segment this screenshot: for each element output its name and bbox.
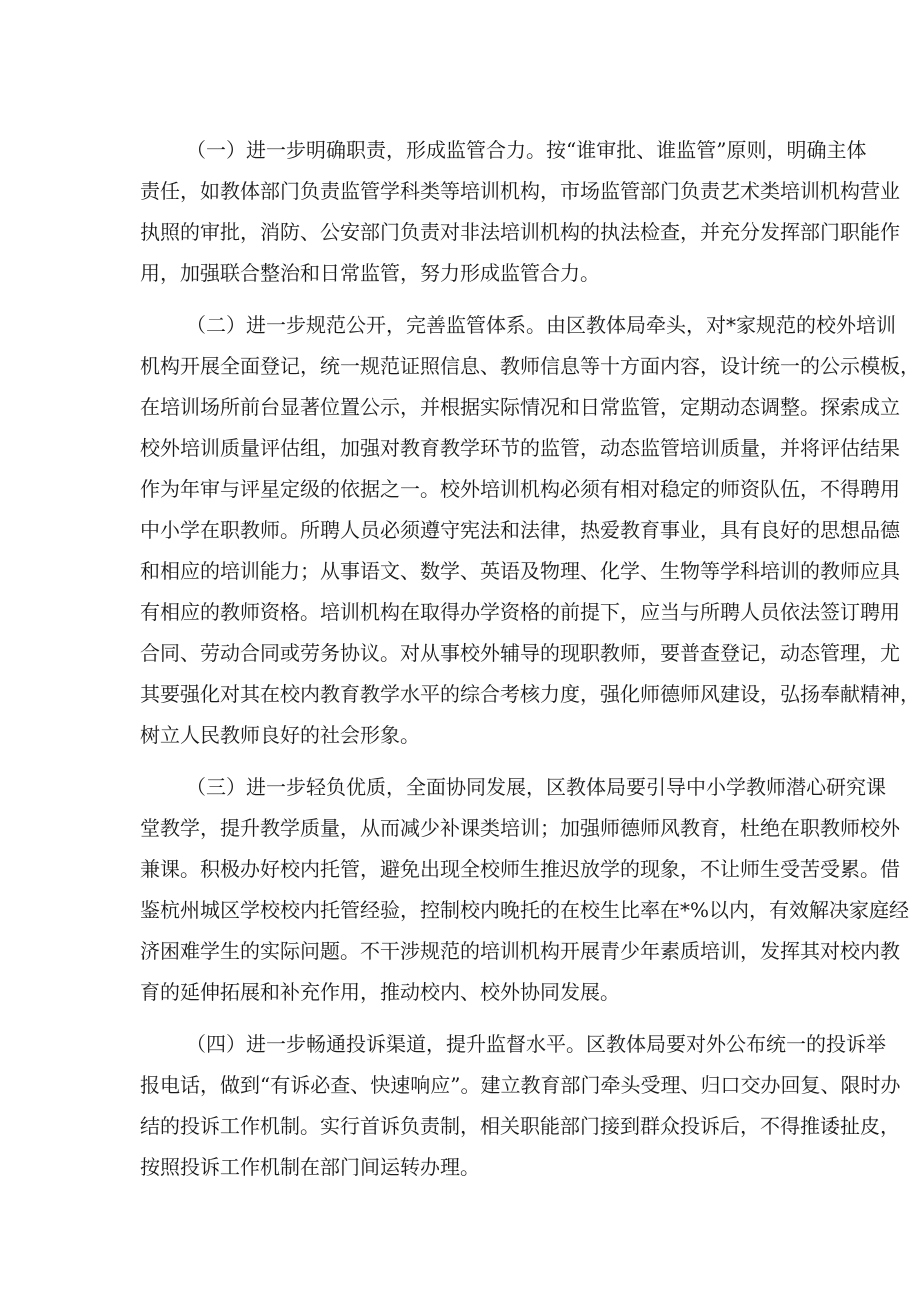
paragraph-line: 有相应的教师资格。培训机构在取得办学资格的前提下，应当与所聘人员依法签订聘用 xyxy=(140,600,900,624)
paragraph-line: 用，加强联合整治和日常监管，努力形成监管合力。 xyxy=(140,261,600,285)
paragraph-line: （一）进一步明确职责，形成监管合力。按“谁审批、谁监管”原则，明确主体 xyxy=(186,138,867,162)
paragraph-line: （二）进一步规范公开，完善监管体系。由区教体局牵头，对*家规范的校外培训 xyxy=(186,313,896,337)
paragraph-line: 合同、劳动合同或劳务协议。对从事校外辅导的现职教师，要普查登记，动态管理，尤 xyxy=(140,641,900,665)
paragraph-line: 按照投诉工作机制在部门间运转办理。 xyxy=(140,1155,480,1179)
paragraph-line: 执照的审批，消防、公安部门负责对非法培训机构的执法检查，并充分发挥部门职能作 xyxy=(140,220,900,244)
paragraph-line: 作为年审与评星定级的依据之一。校外培训机构必须有相对稳定的师资队伍，不得聘用 xyxy=(140,477,900,501)
paragraph-line: 树立人民教师良好的社会形象。 xyxy=(140,723,420,747)
paragraph-line: 兼课。积极办好校内托管，避免出现全校师生推迟放学的现象，不让师生受苦受累。借 xyxy=(140,857,900,881)
paragraph-line: 在培训场所前台显著位置公示，并根据实际情况和日常监管，定期动态调整。探索成立 xyxy=(140,395,900,419)
paragraph-line: 济困难学生的实际问题。不干涉规范的培训机构开展青少年素质培训，发挥其对校内教 xyxy=(140,939,900,963)
paragraph-line: 鉴杭州城区学校校内托管经验，控制校内晚托的在校生比率在*%以内，有效解决家庭经 xyxy=(140,898,910,922)
paragraph-line: 育的延伸拓展和补充作用，推动校内、校外协同发展。 xyxy=(140,980,620,1004)
document-body xyxy=(140,136,920,1205)
paragraph-line: 其要强化对其在校内教育教学水平的综合考核力度，强化师德师风建设，弘扬奉献精神， xyxy=(140,682,920,706)
paragraph xyxy=(140,136,900,300)
paragraph xyxy=(140,311,920,762)
paragraph-line: （四）进一步畅通投诉渠道，提升监督水平。区教体局要对外公布统一的投诉举 xyxy=(186,1032,886,1056)
paragraph-line: 和相应的培训能力；从事语文、数学、英语及物理、化学、生物等学科培训的教师应具 xyxy=(140,559,900,583)
paragraph-line: 责任，如教体部门负责监管学科类等培训机构，市场监管部门负责艺术类培训机构营业 xyxy=(140,179,900,203)
paragraph-line: （三）进一步轻负优质，全面协同发展，区教体局要引导中小学教师潜心研究课 xyxy=(186,775,886,799)
paragraph-line: 校外培训质量评估组，加强对教育教学环节的监管，动态监管培训质量，并将评估结果 xyxy=(140,436,900,460)
paragraph xyxy=(140,773,910,1019)
paragraph-line: 结的投诉工作机制。实行首诉负责制，相关职能部门接到群众投诉后，不得推诿扯皮， xyxy=(140,1114,900,1138)
paragraph-line: 报电话，做到“有诉必查、快速响应”。建立教育部门牵头受理、归口交办回复、限时办 xyxy=(140,1073,901,1097)
paragraph-line: 中小学在职教师。所聘人员必须遵守宪法和法律，热爱教育事业，具有良好的思想品德 xyxy=(140,518,900,542)
paragraph xyxy=(140,1030,901,1194)
paragraph-line: 机构开展全面登记，统一规范证照信息、教师信息等十方面内容，设计统一的公示模板， xyxy=(140,354,920,378)
paragraph-line: 堂教学，提升教学质量，从而减少补课类培训；加强师德师风教育，杜绝在职教师校外 xyxy=(140,816,900,840)
